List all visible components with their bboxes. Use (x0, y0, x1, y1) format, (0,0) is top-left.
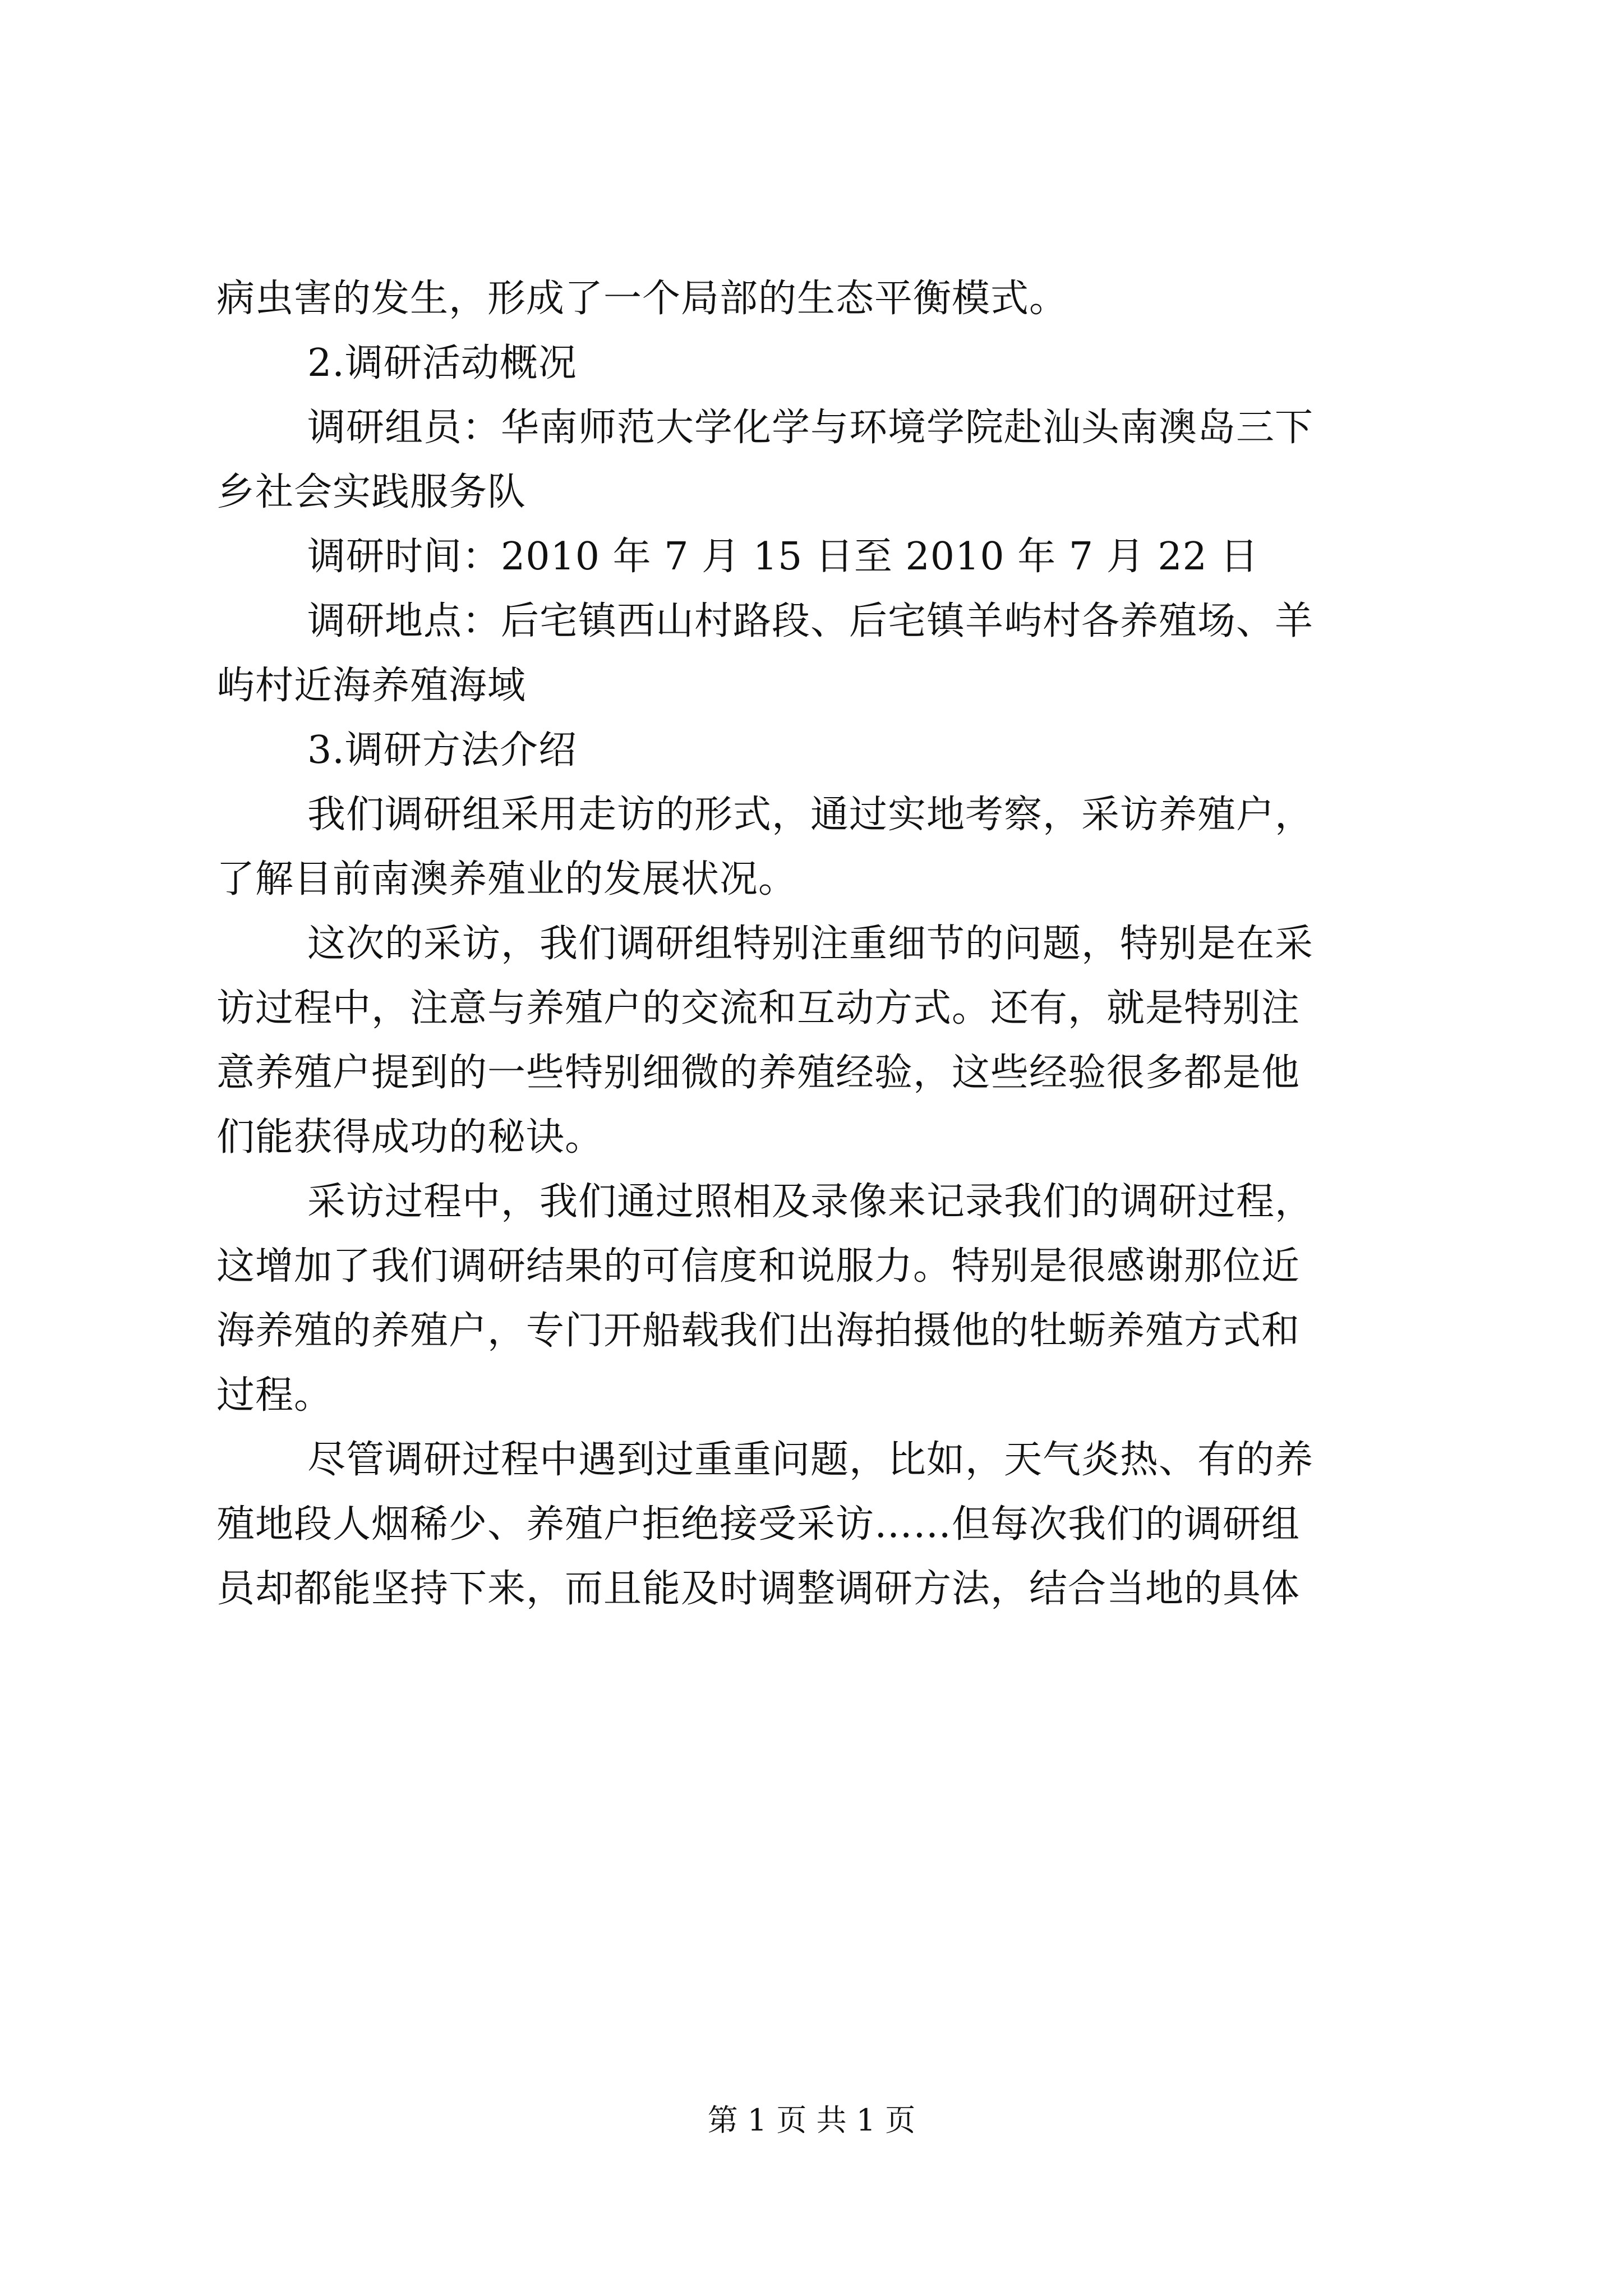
text-line: 采访过程中，我们通过照相及录像来记录我们的调研过程， (307, 1180, 1314, 1224)
text-line: 访过程中，注意与养殖户的交流和互动方式。还有，就是特别注 (216, 986, 1301, 1030)
section-heading: 2.调研活动概况 (307, 341, 577, 385)
page-number-footer: 第 1 页 共 1 页 (707, 2102, 916, 2138)
text-line: 屿村近海养殖海域 (216, 664, 527, 708)
text-line: 我们调研组采用走访的形式，通过实地考察，采访养殖户， (307, 793, 1314, 837)
text-line: 们能获得成功的秘诀。 (216, 1115, 604, 1159)
text-line: 这次的采访，我们调研组特别注重细节的问题，特别是在采 (307, 922, 1314, 966)
text-line: 调研组员：华南师范大学化学与环境学院赴汕头南澳岛三下 (307, 406, 1314, 450)
section-heading: 3.调研方法介绍 (307, 728, 577, 772)
text-line: 病虫害的发生，形成了一个局部的生态平衡模式。 (216, 277, 1068, 321)
text-line: 过程。 (216, 1373, 333, 1418)
document-body (216, 266, 1428, 1621)
text-line: 意养殖户提到的一些特别细微的养殖经验，这些经验很多都是他 (216, 1051, 1301, 1095)
text-line: 尽管调研过程中遇到过重重问题，比如，天气炎热、有的养 (307, 1438, 1314, 1482)
text-line: 乡社会实践服务队 (216, 470, 527, 514)
text-line: 殖地段人烟稀少、养殖户拒绝接受采访……但每次我们的调研组 (216, 1502, 1301, 1547)
text-line: 调研时间：2010 年 7 月 15 日至 2010 年 7 月 22 日 (307, 535, 1259, 579)
text-line: 员却都能坚持下来，而且能及时调整调研方法，结合当地的具体 (216, 1567, 1301, 1611)
text-line: 了解目前南澳养殖业的发展状况。 (216, 857, 797, 901)
text-line: 这增加了我们调研结果的可信度和说服力。特别是很感谢那位近 (216, 1244, 1301, 1289)
text-line: 调研地点：后宅镇西山村路段、后宅镇羊屿村各养殖场、羊 (307, 599, 1314, 643)
text-line: 海养殖的养殖户，专门开船载我们出海拍摄他的牡蛎养殖方式和 (216, 1309, 1301, 1353)
